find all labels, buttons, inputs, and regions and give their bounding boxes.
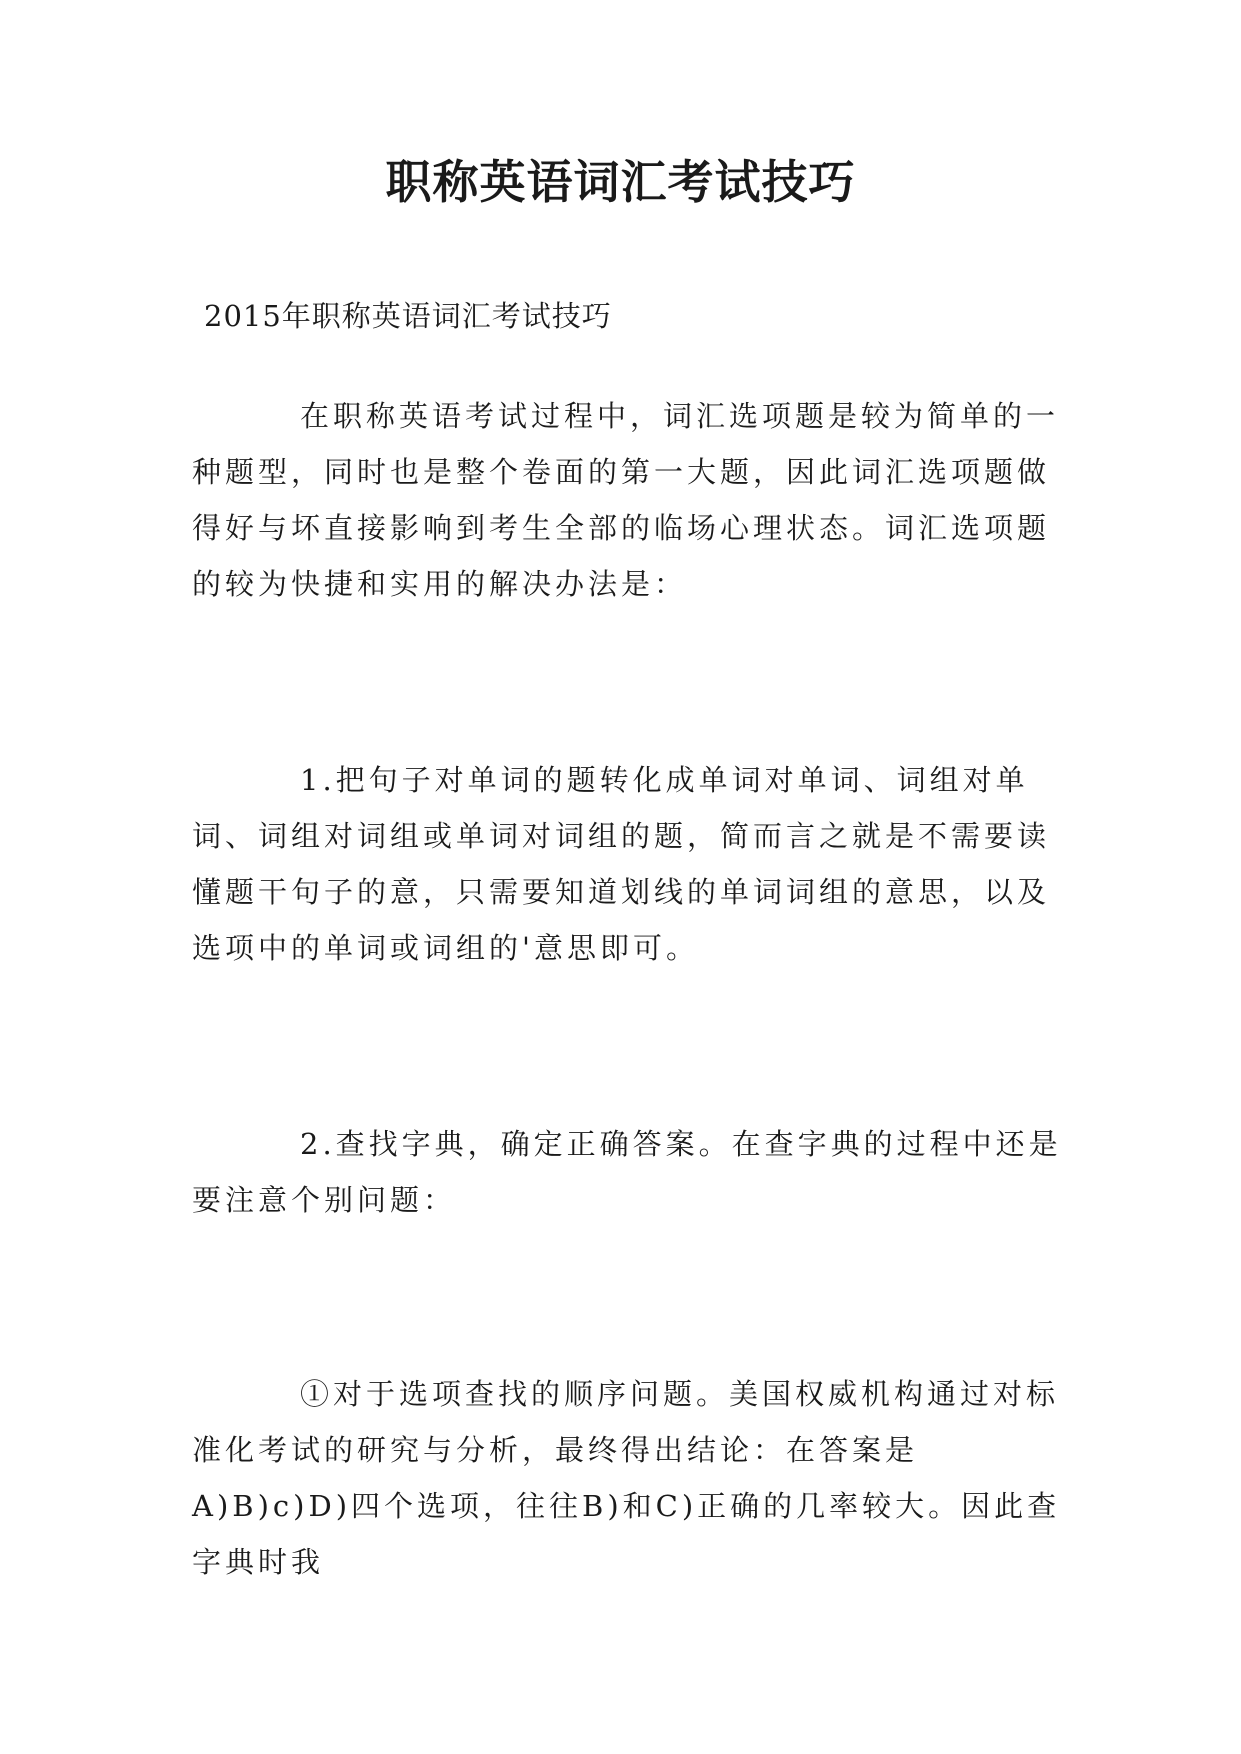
paragraph-tip-2: 2.查找字典，确定正确答案。在查字典的过程中还是要注意个别问题：: [192, 1127, 1062, 1217]
document-subtitle: 2015年职称英语词汇考试技巧: [204, 299, 612, 333]
page-title: 职称英语词汇考试技巧: [385, 155, 856, 209]
paragraph-intro: 在职称英语考试过程中，词汇选项题是较为简单的一种题型，同时也是整个卷面的第一大题，因此词汇选项题做得好与坏直接影响到考生全部的临场心理状态。词汇选项题的较为快捷和实用的解决办法是：: [192, 399, 1060, 601]
paragraph-tip-2-1: ①对于选项查找的顺序问题。美国权威机构通过对标准化考试的研究与分析，最终得出结论：在答案是A)B)c)D)四个选项，往往B)和C)正确的几率较大。因此查字典时我: [192, 1377, 1061, 1579]
paragraph-tip-1: 1.把句子对单词的题转化成单词对单词、词组对单词、词组对词组或单词对词组的题，简而言之就是不需要读懂题干句子的意，只需要知道划线的单词词组的意思，以及选项中的单词或词组的'意思即可。: [192, 763, 1051, 965]
